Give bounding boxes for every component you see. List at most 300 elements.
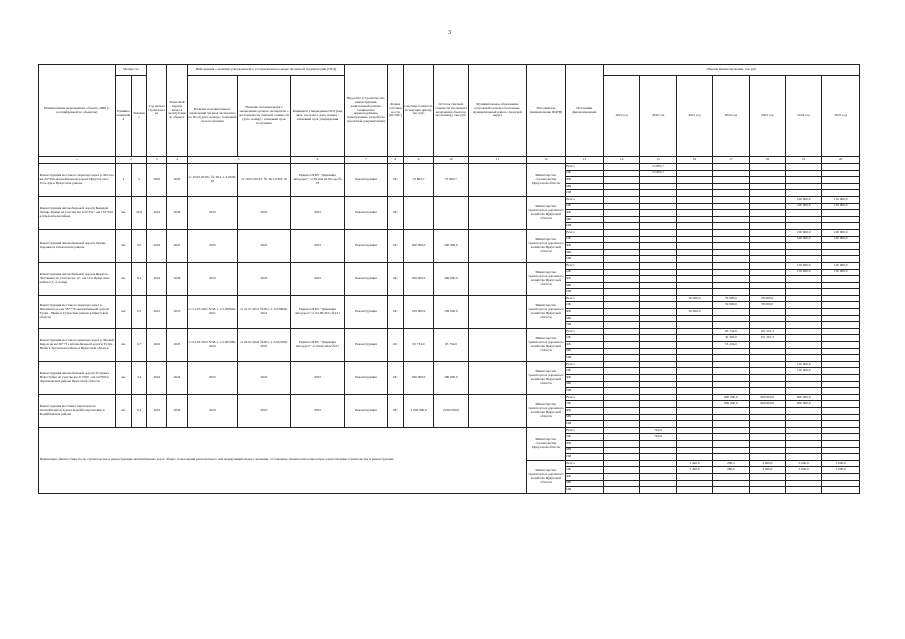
funding-cell <box>822 170 860 177</box>
funding-cell: 59 000,0 <box>713 295 749 302</box>
funding-cell <box>785 183 821 190</box>
fund-source-label: ФБ <box>565 440 603 447</box>
header-capacity: Мощность <box>115 65 146 76</box>
funding-cell <box>676 361 712 368</box>
funding-cell <box>785 289 821 296</box>
funding-cell <box>749 414 785 421</box>
funding-cell <box>785 243 821 250</box>
executor-name: Министерство транспорта и дорожного хозяйства Иркутской области <box>527 196 565 229</box>
ownership-form: ОС <box>387 295 403 328</box>
funding-cell <box>785 434 821 441</box>
cost-conclusion: 2023 <box>238 262 291 295</box>
column-number: 12 <box>527 157 565 164</box>
estimate-cost: 95 734,0 <box>403 328 433 361</box>
funding-cell <box>676 262 712 269</box>
fund-source-label: ОБ <box>565 368 603 375</box>
funding-cell <box>713 190 749 197</box>
cost-conclusion: от 21.07.2021 №38-1-1-3-039649-2021 <box>238 295 291 328</box>
funding-cell <box>713 440 749 447</box>
column-number: 17 <box>713 157 749 164</box>
funding-cell <box>676 177 712 184</box>
funding-cell <box>713 355 749 362</box>
executor-name: Министерство транспорта и дорожного хозяйства Иркутской области <box>527 229 565 262</box>
remaining-cost <box>434 196 468 229</box>
capacity-unit: км <box>115 229 131 262</box>
funding-cell <box>676 229 712 236</box>
fund-source-label: ИИ <box>565 190 603 197</box>
project-name: Реконструкция автомобильной дороги Хужир - Харанцы в Ольхонском районе <box>39 229 116 262</box>
funding-cell <box>640 302 676 309</box>
funding-cell <box>822 381 860 388</box>
funding-cell <box>822 355 860 362</box>
funding-cell <box>640 309 676 316</box>
funding-cell: 50 000,0 <box>676 309 712 316</box>
funding-cell <box>749 322 785 329</box>
cost-conclusion: от 02.02.2022 №38-1-1-3-005389-2022 <box>238 328 291 361</box>
remaining-cost: 2 000 000,0 <box>434 394 468 427</box>
funding-cell <box>676 407 712 414</box>
funding-cell: 100 000,0 <box>822 229 860 236</box>
funding-cell <box>713 322 749 329</box>
header-unit: Единица измерения <box>115 76 131 157</box>
funding-cell: 150 000,0 <box>822 262 860 269</box>
funding-cell <box>604 473 640 480</box>
funding-cell <box>676 394 712 401</box>
header-sources: Источники финансирования <box>565 65 603 157</box>
funding-cell <box>676 236 712 243</box>
funding-cell <box>785 282 821 289</box>
funding-cell <box>676 342 712 349</box>
funding-cell <box>604 315 640 322</box>
funding-cell <box>713 256 749 263</box>
funding-cell <box>785 256 821 263</box>
funding-cell <box>749 407 785 414</box>
funding-cell <box>822 375 860 382</box>
fund-source-label: Всего <box>565 295 603 302</box>
funding-cell: 58 000,0 <box>749 295 785 302</box>
funding-cell <box>713 361 749 368</box>
funding-cell <box>640 467 676 474</box>
funding-cell <box>640 361 676 368</box>
funding-cell <box>822 434 860 441</box>
funding-cell <box>676 375 712 382</box>
municipality <box>468 328 527 361</box>
funding-cell <box>604 401 640 408</box>
executor-name: Министерство транспорта и дорожного хозяйства Иркутской области <box>527 295 565 328</box>
funding-cell <box>640 388 676 395</box>
fund-source-label: ИИ <box>565 487 603 494</box>
column-number: 15 <box>640 157 676 164</box>
funding-cell <box>676 355 712 362</box>
funding-cell <box>749 210 785 217</box>
funding-cell <box>749 427 785 434</box>
funding-cell <box>676 289 712 296</box>
funding-cell <box>822 210 860 217</box>
funding-cell <box>676 401 712 408</box>
fund-source-label: МБ <box>565 315 603 322</box>
funding-cell <box>640 203 676 210</box>
funding-cell <box>676 223 712 230</box>
capacity-value: 8,2 <box>132 262 147 295</box>
funding-cell <box>676 269 712 276</box>
header-remaining-cost: Остаток сметной стоимости (на момент включения объекта в программу), тыс.руб. <box>434 65 468 157</box>
funding-cell: 280,5 <box>713 460 749 467</box>
funding-cell: 42 300,0 <box>713 335 749 342</box>
funding-cell <box>785 177 821 184</box>
municipality <box>468 295 527 328</box>
funding-cell <box>822 447 860 454</box>
funding-cell <box>640 315 676 322</box>
funding-cell <box>822 243 860 250</box>
funding-cell <box>713 243 749 250</box>
funding-cell <box>713 375 749 382</box>
fund-source-label: МБ <box>565 480 603 487</box>
funding-cell <box>676 454 712 461</box>
funding-cell <box>604 183 640 190</box>
municipality <box>468 361 527 394</box>
fund-source-label: МБ <box>565 381 603 388</box>
funding-cell <box>749 368 785 375</box>
funding-cell <box>676 282 712 289</box>
capacity-value: 0,7 <box>132 328 147 361</box>
header-year: 2025 год <box>822 76 860 157</box>
approval-details: Приказ ОГКУ "Дирекция автодорог" от 30 мая 2018 года № 78 <box>290 164 345 197</box>
funding-cell <box>822 421 860 428</box>
funding-cell <box>604 335 640 342</box>
funding-cell <box>749 262 785 269</box>
funding-cell <box>604 394 640 401</box>
funding-cell <box>749 229 785 236</box>
estimate-cost: 109 000,0 <box>403 295 433 328</box>
planned-year: 2020 <box>167 164 187 197</box>
table-row <box>39 196 860 203</box>
capacity-unit: км <box>115 196 131 229</box>
funding-cell <box>713 276 749 283</box>
fund-source-label: Всего <box>565 361 603 368</box>
funding-cell <box>676 243 712 250</box>
funding-cell <box>604 216 640 223</box>
funding-cell <box>604 322 640 329</box>
funding-cell <box>713 229 749 236</box>
fund-source-label: ОБ <box>565 170 603 177</box>
funding-cell <box>604 276 640 283</box>
funding-cell <box>640 368 676 375</box>
funding-cell <box>640 401 676 408</box>
funding-cell <box>749 309 785 316</box>
funding-cell <box>749 236 785 243</box>
funding-cell <box>749 342 785 349</box>
funding-cell <box>640 335 676 342</box>
column-number: 18 <box>749 157 785 164</box>
start-year: 2024 <box>147 361 167 394</box>
funding-cell <box>676 256 712 263</box>
funding-cell <box>785 276 821 283</box>
funding-cell <box>604 210 640 217</box>
capacity-unit: км <box>115 328 131 361</box>
funding-cell <box>604 289 640 296</box>
funding-cell <box>785 480 821 487</box>
funding-cell <box>785 170 821 177</box>
executor-name: Министерство строительства Иркутской области <box>527 427 565 460</box>
funding-cell <box>604 170 640 177</box>
capacity-value: 0,4 <box>132 394 147 427</box>
project-name: Реконструкция мостового перехода через р. Мал на км 24+300 автомобильной дороги Иркутск-Оса-Усть-Уда в Иркутском районе <box>39 164 116 197</box>
fund-source-label: МБ <box>565 249 603 256</box>
funding-cell <box>785 328 821 335</box>
funding-cell <box>676 183 712 190</box>
funding-cell <box>604 361 640 368</box>
fund-source-label: ФБ <box>565 375 603 382</box>
executor-name: Министерство транспорта и дорожного хозяйства Иркутской области <box>527 328 565 361</box>
funding-cell <box>713 388 749 395</box>
capacity-unit: км <box>115 394 131 427</box>
funding-cell <box>822 487 860 494</box>
funding-cell <box>640 190 676 197</box>
expert-conclusion: от 21.07.2021 №38-1-1-3-039649-2021 <box>187 295 238 328</box>
funding-cell <box>604 295 640 302</box>
funding-cell: 800 000,0 <box>785 401 821 408</box>
header-year: 2020 год <box>640 76 676 157</box>
capacity-value: 29,6 <box>132 196 147 229</box>
funding-cell: 100 000,0 <box>785 203 821 210</box>
header-work-type: Вид работ (строительство, реконструкция, капитальный ремонт, техническое перевооружение, приобретение, разработка проектной документации) <box>345 65 387 157</box>
funding-cell <box>749 170 785 177</box>
funding-cell <box>713 183 749 190</box>
funding-cell <box>640 177 676 184</box>
funding-cell <box>604 177 640 184</box>
fund-source-label: Всего <box>565 229 603 236</box>
funding-cell <box>822 276 860 283</box>
funding-cell <box>822 302 860 309</box>
funding-cell <box>713 381 749 388</box>
funding-cell <box>640 447 676 454</box>
funding-cell <box>640 342 676 349</box>
funding-cell <box>713 473 749 480</box>
funding-cell: 59 000,0 <box>713 302 749 309</box>
funding-cell <box>604 487 640 494</box>
funding-cell <box>713 427 749 434</box>
funding-cell <box>640 216 676 223</box>
funding-cell <box>640 381 676 388</box>
fund-source-label: ОБ <box>565 467 603 474</box>
column-number: 7 <box>345 157 387 164</box>
funding-cell <box>822 348 860 355</box>
planned-year: 2026 <box>167 262 187 295</box>
funding-cell <box>676 414 712 421</box>
estimate-cost <box>403 196 433 229</box>
project-name: Реконструкция мостового перехода через р. Ингашетка на км 58+776 автомобильной дороги Тулун - Нюйа в Тулунском районе в Иркутской области <box>39 295 116 328</box>
financing-table <box>38 64 860 494</box>
column-number: 5 <box>187 157 290 164</box>
funding-cell <box>640 289 676 296</box>
funding-cell <box>713 315 749 322</box>
funding-cell <box>749 375 785 382</box>
funding-cell <box>713 236 749 243</box>
funding-cell: 3 000,0 <box>785 467 821 474</box>
funding-cell <box>640 262 676 269</box>
funding-cell <box>785 210 821 217</box>
funding-cell <box>676 190 712 197</box>
funding-cell <box>785 302 821 309</box>
fund-source-label: ИИ <box>565 289 603 296</box>
municipality <box>468 196 527 229</box>
remaining-cost: 95 734,0 <box>434 328 468 361</box>
fund-source-label: ФБ <box>565 210 603 217</box>
funding-cell <box>822 473 860 480</box>
header-estimate-cost: Сметная стоимость (в текущих ценах), тыс.руб. <box>403 65 433 157</box>
fund-source-label: МБ <box>565 348 603 355</box>
funding-cell: 100 000,0 <box>785 196 821 203</box>
funding-cell <box>749 447 785 454</box>
funding-cell: 100 000,0 <box>822 236 860 243</box>
funding-cell <box>640 454 676 461</box>
funding-cell <box>604 368 640 375</box>
funding-cell <box>785 223 821 230</box>
fund-source-label: ОБ <box>565 236 603 243</box>
funding-cell <box>640 243 676 250</box>
column-number: 4 <box>167 157 187 164</box>
funding-cell <box>749 434 785 441</box>
header-municipality: Муниципальное образование (городской/сельское поселение, муниципальный район, городской округ) <box>468 65 527 157</box>
table-row <box>39 328 860 335</box>
funding-cell <box>676 368 712 375</box>
fund-source-label: Всего <box>565 196 603 203</box>
funding-cell <box>822 309 860 316</box>
funding-cell <box>676 196 712 203</box>
funding-cell <box>713 407 749 414</box>
funding-cell <box>822 249 860 256</box>
funding-cell: 101 501,5 <box>749 328 785 335</box>
funding-cell <box>785 249 821 256</box>
funding-cell <box>785 381 821 388</box>
funding-cell <box>640 183 676 190</box>
funding-cell <box>604 282 640 289</box>
header-expert-conclusion: Наличие положительного заключения органов экспертизы по ПСД (дата, номер) / плановый срок получения <box>187 76 238 157</box>
fund-source-label: Всего <box>565 328 603 335</box>
funding-cell <box>640 407 676 414</box>
funding-cell <box>604 236 640 243</box>
fund-source-label: ОБ <box>565 401 603 408</box>
funding-cell: 3 420,0 <box>676 467 712 474</box>
funding-cell <box>676 381 712 388</box>
funding-cell <box>822 335 860 342</box>
column-number: 11 <box>468 157 527 164</box>
work-type: Реконструкция <box>345 262 387 295</box>
capacity-unit: х <box>115 164 131 197</box>
funding-cell <box>604 375 640 382</box>
planned-year: 2023 <box>167 295 187 328</box>
funding-cell <box>785 216 821 223</box>
funding-cell <box>749 177 785 184</box>
start-year: 2024 <box>147 229 167 262</box>
funding-cell <box>676 335 712 342</box>
table-row <box>39 164 860 171</box>
funding-cell <box>676 421 712 428</box>
cost-conclusion: 2023 <box>238 229 291 262</box>
funding-cell <box>822 164 860 171</box>
funding-cell <box>822 223 860 230</box>
funding-cell: 762,6 <box>640 434 676 441</box>
funding-cell: 762,6 <box>640 427 676 434</box>
ownership-form: ОС <box>387 229 403 262</box>
funding-cell <box>676 164 712 171</box>
planned-year: 2024 <box>167 361 187 394</box>
funding-cell <box>749 183 785 190</box>
executor-name: Министерство строительства Иркутской области <box>527 164 565 197</box>
expert-conclusion: от 10.05.2018 г. № 38-1-1-3-0038-18 <box>187 164 238 197</box>
funding-cell <box>749 164 785 171</box>
funding-cell: 150 000,0 <box>822 196 860 203</box>
remaining-cost: 280 000,0 <box>434 361 468 394</box>
funding-cell <box>713 164 749 171</box>
funding-cell <box>676 473 712 480</box>
fund-source-label: МБ <box>565 282 603 289</box>
funding-cell <box>785 440 821 447</box>
funding-cell <box>640 249 676 256</box>
funding-cell <box>749 282 785 289</box>
funding-cell: 150 000,0 <box>822 203 860 210</box>
approval-details: Приказ ОГКУ "Дирекция автодорог" от 04.02.2022 №17 <box>290 328 345 361</box>
fund-source-label: ИИ <box>565 322 603 329</box>
funding-cell <box>749 348 785 355</box>
header-year: 2022 год <box>713 76 749 157</box>
funding-cell <box>822 388 860 395</box>
funding-cell <box>604 388 640 395</box>
funding-cell <box>785 427 821 434</box>
header-approval: Реквизиты утверждения ПСД (вид акта, кто издал, дата, номер) / плановый срок утверждения <box>290 76 345 157</box>
funding-cell <box>713 447 749 454</box>
funding-cell <box>604 421 640 428</box>
funding-cell <box>604 355 640 362</box>
funding-cell <box>640 440 676 447</box>
funding-cell <box>676 249 712 256</box>
funding-cell <box>785 375 821 382</box>
table-row <box>39 229 860 236</box>
funding-cell: 600 000,0 <box>749 394 785 401</box>
work-type: Реконструкция <box>345 394 387 427</box>
funding-cell <box>640 480 676 487</box>
funding-cell <box>785 388 821 395</box>
funding-cell <box>785 295 821 302</box>
planned-year: 2023 <box>167 328 187 361</box>
funding-cell <box>822 183 860 190</box>
start-year: 2023 <box>147 394 167 427</box>
funding-cell <box>604 480 640 487</box>
funding-cell <box>676 427 712 434</box>
estimate-cost: 280 000,0 <box>403 361 433 394</box>
funding-cell: 600 000,0 <box>713 394 749 401</box>
start-year: 2021 <box>147 295 167 328</box>
approval-details: 2023 <box>290 229 345 262</box>
fund-source-label: ФБ <box>565 407 603 414</box>
fund-source-label: МБ <box>565 414 603 421</box>
fund-source-label: МБ <box>565 183 603 190</box>
column-number: 16 <box>676 157 712 164</box>
fund-source-label: МБ <box>565 216 603 223</box>
municipality <box>468 229 527 262</box>
table-row <box>39 295 860 302</box>
expert-conclusion: 2023 <box>187 196 238 229</box>
funding-cell <box>713 177 749 184</box>
expert-conclusion: 2023 <box>187 394 238 427</box>
funding-cell <box>749 454 785 461</box>
funding-cell <box>676 203 712 210</box>
cost-conclusion: 2023 <box>238 196 291 229</box>
funding-cell: 3 000,0 <box>749 460 785 467</box>
funding-cell <box>822 282 860 289</box>
start-year: 2024 <box>147 196 167 229</box>
approval-details: 2023 <box>290 361 345 394</box>
